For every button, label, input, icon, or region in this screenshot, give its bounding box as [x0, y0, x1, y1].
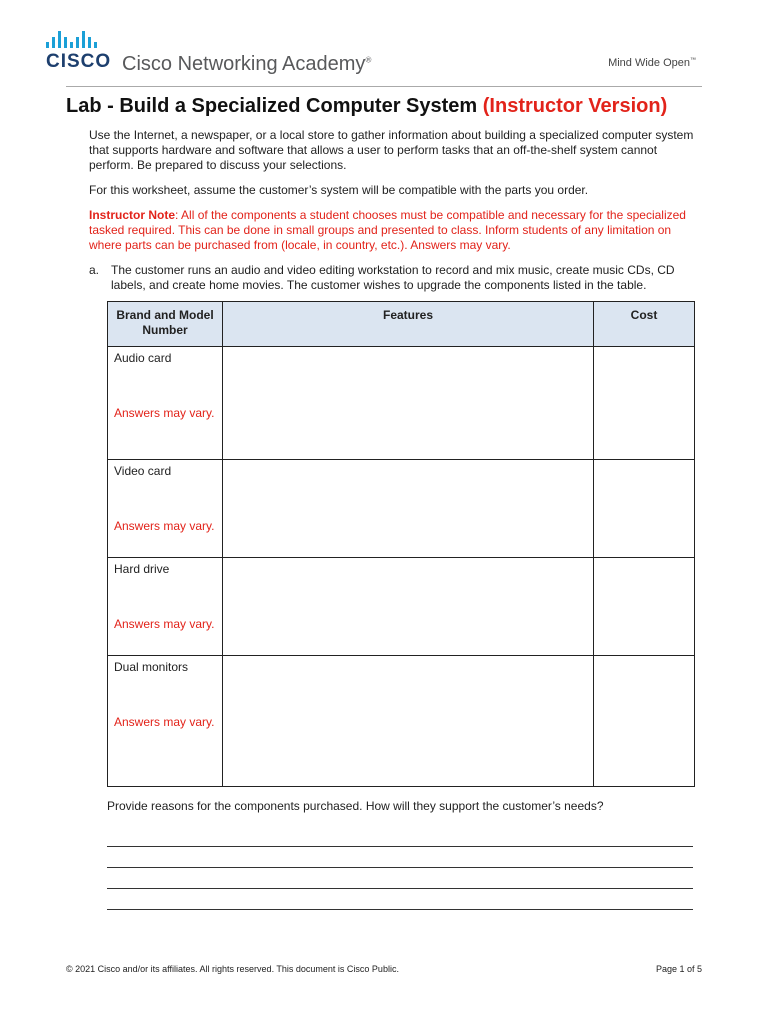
instructor-version-label: (Instructor Version) [482, 95, 668, 117]
page-header [0, 0, 768, 80]
header-divider [66, 86, 702, 87]
answer-line[interactable] [107, 889, 693, 910]
components-table [107, 301, 695, 787]
intro-paragraph: Use the Internet, a newspaper, or a local store to gather information about building a specialized computer system that supports hardware and software that allows a user to perform tasks that an off-the-shelf system cannot perform. Be prepared to discuss your selections. [89, 128, 694, 172]
instructor-note: Instructor Note: All of the components a student chooses must be compatible and necessary for the specialized tasked required. This can be done in small groups and presented to class. Inform students of any limitation on where parts can be purchased from (locale, in country, etc.). Answers may vary. [89, 208, 686, 252]
answer-line[interactable] [107, 847, 693, 868]
page-footer [66, 964, 702, 974]
step-a: a. The customer runs an audio and video editing workstation to record and mix music, create music CDs, CD labels, and create home movies. The customer wishes to upgrade the components listed in the table. [89, 263, 675, 292]
copyright-notice: © 2021 Cisco and/or its affiliates. All rights reserved. This document is Cisco Public. [66, 964, 399, 974]
assumption-paragraph: For this worksheet, assume the customer’s system will be compatible with the parts you order. [89, 183, 589, 197]
features-cell[interactable] [223, 656, 594, 787]
cisco-logo [46, 30, 112, 72]
answer-line[interactable] [107, 868, 693, 889]
features-cell[interactable] [223, 460, 594, 558]
table-row-hard-drive: Hard drive Answers may vary. [108, 558, 695, 656]
tagline: Mind Wide Open™ [608, 57, 696, 69]
cost-cell[interactable] [594, 558, 695, 656]
page-title: Lab - Build a Specialized Computer System (Instructor Version) [66, 95, 668, 117]
cisco-wordmark: CISCO [46, 51, 112, 72]
features-cell[interactable] [223, 558, 594, 656]
answer-line[interactable] [107, 826, 693, 847]
cisco-bridge-icon [46, 30, 97, 48]
header-cost: Cost [594, 302, 695, 347]
academy-name: Cisco Networking Academy® [122, 53, 372, 75]
lab-body [89, 128, 701, 910]
cost-cell[interactable] [594, 347, 695, 460]
answer-lines [107, 826, 701, 910]
header-brand-model: Brand and Model Number [108, 302, 223, 347]
table-row-video-card: Video card Answers may vary. [108, 460, 695, 558]
table-row-dual-monitors: Dual monitors Answers may vary. [108, 656, 695, 787]
reasons-question: Provide reasons for the components purchased. How will they support the customer’s needs? [107, 799, 604, 813]
page-number: Page 1 of 5 [655, 964, 702, 974]
cost-cell[interactable] [594, 460, 695, 558]
table-row-audio-card: Audio card Answers may vary. [108, 347, 695, 460]
features-cell[interactable] [223, 347, 594, 460]
cost-cell[interactable] [594, 656, 695, 787]
header-features: Features [223, 302, 594, 347]
